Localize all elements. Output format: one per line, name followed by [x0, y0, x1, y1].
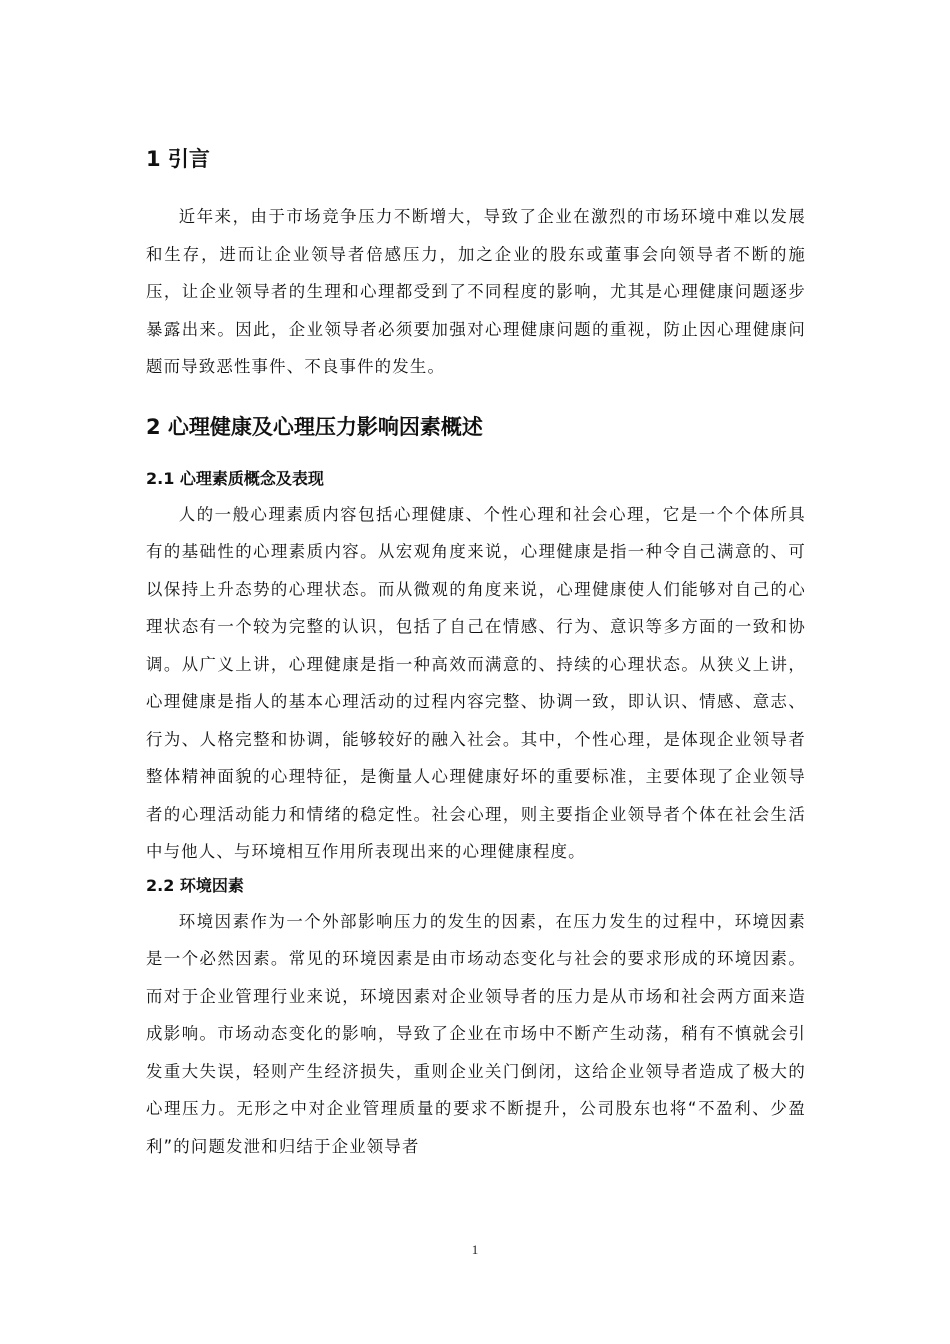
- subsection-2-1-paragraph: 人的一般心理素质内容包括心理健康、个性心理和社会心理，它是一个个体所具有的基础性的心理素质内容。从宏观角度来说，心理健康是指一种令自己满意的、可以保持上升态势的心理状态。而从微观的角度来说，心理健康使人们能够对自己的心理状态有一个较为完整的认识，包括了自己在情感、行为、意识等多方面的一致和协调。从广义上讲，心理健康是指一种高效而满意的、持续的心理状态。从狭义上讲，心理健康是指人的基本心理活动的过程内容完整、协调一致，即认识、情感、意志、行为、人格完整和协调，能够较好的融入社会。其中，个性心理，是体现企业领导者整体精神面貌的心理特征，是衡量人心理健康好坏的重要标准，主要体现了企业领导者的心理活动能力和情绪的稳定性。社会心理，则主要指企业领导者个体在社会生活中与他人、与环境相互作用所表现出来的心理健康程度。: [146, 504, 806, 861]
- section-1-paragraph: 近年来，由于市场竞争压力不断增大，导致了企业在激烈的市场环境中难以发展和生存，进而让企业领导者倍感压力，加之企业的股东或董事会向领导者不断的施压，让企业领导者的生理和心理都受到了不同程度的影响，尤其是心理健康问题逐步暴露出来。因此，企业领导者必须要加强对心理健康问题的重视，防止因心理健康问题而导致恶性事件、不良事件的发生。: [146, 207, 806, 376]
- subsection-2-2-heading: 2.2 环境因素: [146, 875, 244, 895]
- page-body: [146, 140, 806, 1165]
- subsection-2-2-paragraph: 环境因素作为一个外部影响压力的发生的因素，在压力发生的过程中，环境因素是一个必然因素。常见的环境因素是由市场动态变化与社会的要求形成的环境因素。而对于企业管理行业来说，环境因素对企业领导者的压力是从市场和社会两方面来造成影响。市场动态变化的影响，导致了企业在市场中不断产生动荡，稍有不慎就会引发重大失误，轻则产生经济损失，重则企业关门倒闭，这给企业领导者造成了极大的心理压力。无形之中对企业管理质量的要求不断提升，公司股东也将“不盈利、少盈利”的问题发泄和归结于企业领导者: [146, 911, 806, 1156]
- section-2-heading: 2 心理健康及心理压力影响因素概述: [146, 414, 483, 439]
- section-1-heading: 1 引言: [146, 147, 210, 171]
- subsection-2-1-heading: 2.1 心理素质概念及表现: [146, 468, 324, 488]
- page-number: 1: [471, 1242, 479, 1257]
